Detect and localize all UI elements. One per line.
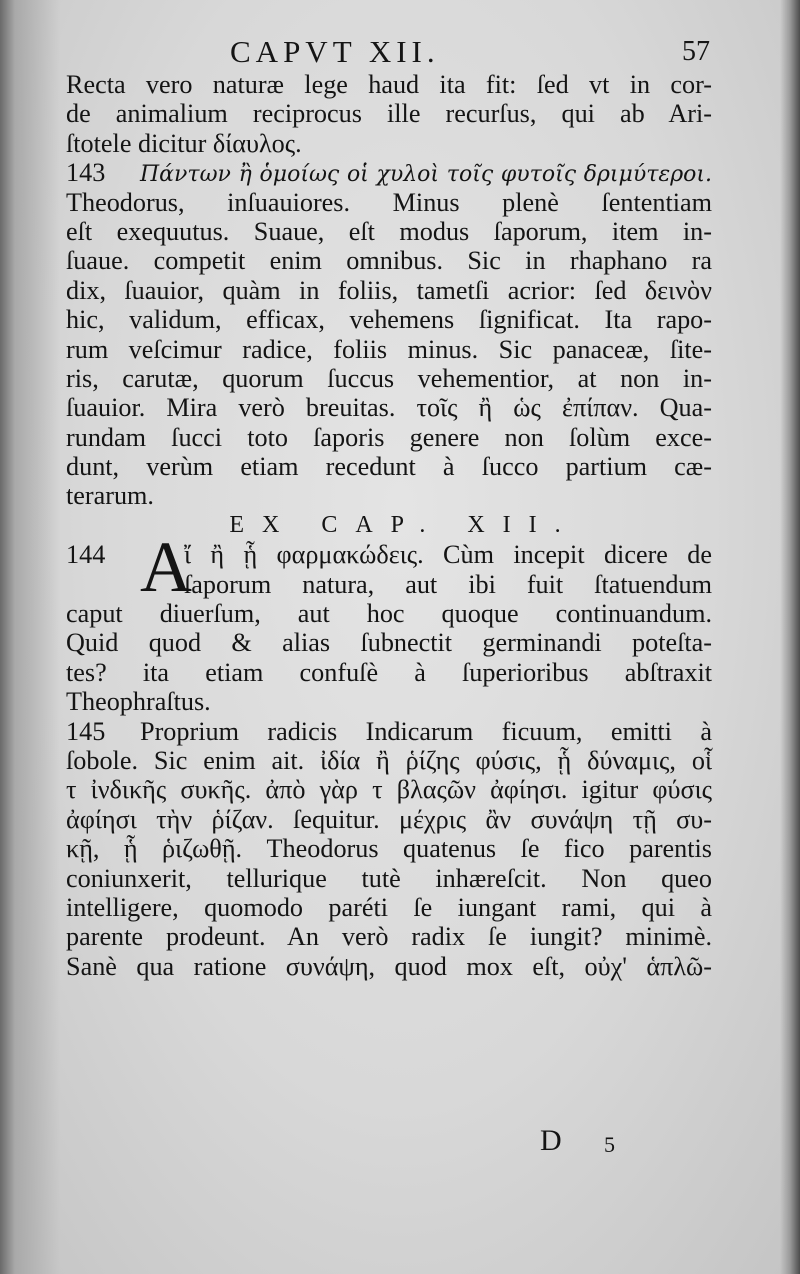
text-line: ἴ ἢ ᾗ φαρμακώδεις. Cùm incepit dicere de — [184, 540, 712, 570]
paragraph-number: 143 — [66, 158, 106, 188]
page-header — [70, 34, 710, 74]
text-line: rum veſcimur radice, foliis minus. Sic panaceæ, ſite- — [66, 334, 712, 364]
text-line: ſuauior. Mira verò breuitas. τοῖς ἢ ὡς ἐπίπαν. Qua- — [66, 393, 712, 423]
page-footer — [540, 1124, 660, 1156]
text-line: ἀφίησι τὴν ῥίζαν. ſequitur. μέχρις ἂν συνάψη τῇ συ- — [66, 804, 712, 834]
text-line: intelligere, quomodo paréti ſe iungant rami, qui à — [66, 892, 712, 922]
text-line: ſobole. Sic enim ait. ἰδία ἢ ῥίζης φύσις, ᾗ δύναμις, οἷ — [66, 745, 712, 775]
greek-lemma: Πάντων ἢ ὁμοίως οἱ χυλοὶ τοῖς φυτοῖς δριμύτεροι. — [140, 162, 712, 188]
signature-mark: D — [540, 1124, 562, 1157]
page-number: 57 — [682, 36, 710, 67]
text-line: hic, validum, efficax, vehemens ſignificat. Ita rapo- — [66, 305, 712, 335]
text-line: dix, ſuauior, quàm in foliis, tametſi acrior: ſed δεινὸν — [66, 275, 712, 305]
text-line: Theophraſtus. — [66, 687, 211, 717]
text-line: caput diuerſum, aut hoc quoque continuandum. — [66, 599, 712, 629]
text-line: Quid quod & alias ſubnectit germinandi poteſta- — [66, 628, 712, 658]
text-line: ſaporum natura, aut ibi fuit ſtatuendum — [184, 569, 712, 599]
text-line: parente prodeunt. An verò radix ſe iungit? minimè. — [66, 922, 712, 952]
text-line: dunt, verùm etiam recedunt à ſucco partium cæ- — [66, 452, 712, 482]
text-line: ſuaue. competit enim omnibus. Sic in rhaphano ra — [66, 246, 712, 276]
text-line: κῇ, ᾗ ῥιζωθῇ. Theodorus quatenus ſe fico parentis — [66, 834, 712, 864]
body-text — [66, 70, 712, 981]
section-heading: EX CAP. XII. — [229, 511, 579, 538]
paragraph-143-lemma — [66, 158, 712, 187]
text-line: Theodorus, inſuauiores. Minus plenè ſententiam — [66, 187, 712, 217]
drop-cap: A — [140, 527, 192, 608]
text-line: rundam ſucci toto ſaporis genere non ſolùm exce- — [66, 422, 712, 452]
signature-number: 5 — [604, 1132, 615, 1157]
paragraph-number: 145 — [66, 716, 106, 746]
text-line: coniunxerit, tellurique tutè inhæreſcit. Non queo — [66, 863, 712, 893]
text-line: Recta vero naturæ lege haud ita fit: ſed vt in cor- — [66, 70, 712, 99]
text-line: ſtotele dicitur δίαυλος. — [66, 128, 302, 158]
text-line: Proprium radicis Indicarum ficuum, emitti à — [140, 716, 712, 746]
paragraph-number: 144 — [66, 540, 106, 570]
text-line: eſt exequutus. Suaue, eſt modus ſaporum, item in- — [66, 216, 712, 246]
text-line: Sanè qua ratione συνάψη, quod mox eſt, οὐχ' ἁπλῶ- — [66, 951, 712, 981]
text-line: tes? ita etiam confuſè à ſuperioribus abſtraxit — [66, 657, 712, 687]
text-line: terarum. — [66, 481, 154, 511]
text-line: de animalium reciprocus ille recurſus, qui ab Ari- — [66, 99, 712, 129]
text-line: ris, carutæ, quorum ſuccus vehementior, at non in- — [66, 363, 712, 393]
text-line: τ ἰνδικῆς συκῆς. ἀπὸ γὰρ τ βλαςῶν ἀφίησι. igitur φύσις — [66, 775, 712, 805]
paragraph-144-second-line — [66, 570, 712, 599]
running-head: CAPVT XII. — [230, 34, 440, 69]
paragraph-145-first-line — [66, 717, 712, 746]
